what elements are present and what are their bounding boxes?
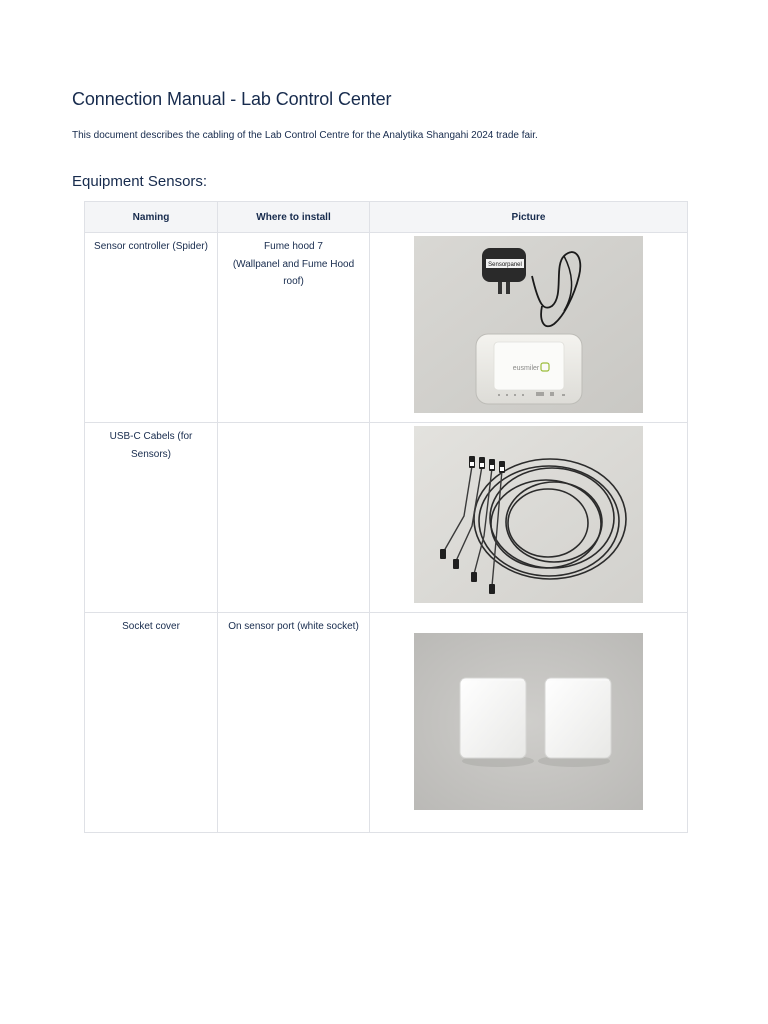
equipment-sensors-table xyxy=(84,201,688,833)
column-header-naming: Naming xyxy=(85,202,218,233)
where-to-install-cell: Fume hood 7 (Wallpanel and Fume Hood roof) xyxy=(218,233,370,423)
where-to-install-cell: On sensor port (white socket) xyxy=(218,613,370,833)
table-header-row xyxy=(85,202,688,233)
adapter-label: Sensorpanel xyxy=(488,262,522,268)
where-to-install-cell xyxy=(218,423,370,613)
device-brand-label: eusmiler xyxy=(512,365,540,372)
section-heading: Equipment Sensors: xyxy=(72,173,208,190)
table-row xyxy=(85,613,688,833)
naming-cell: Socket cover xyxy=(85,613,218,833)
naming-cell: Sensor controller (Spider) xyxy=(85,233,218,423)
page-title: Connection Manual - Lab Control Center xyxy=(72,89,392,109)
picture-cell xyxy=(370,423,688,613)
column-header-where-to-install: Where to install xyxy=(218,202,370,233)
sensor-controller-photo xyxy=(414,236,643,413)
picture-cell xyxy=(370,613,688,833)
column-header-picture: Picture xyxy=(370,202,688,233)
naming-cell: USB-C Cabels (for Sensors) xyxy=(85,423,218,613)
socket-cover-photo xyxy=(414,633,643,810)
intro-paragraph: This document describes the cabling of the Lab Control Centre for the Analytika Shangahi 2024 trade fair. xyxy=(72,130,538,141)
table-row xyxy=(85,423,688,613)
picture-cell xyxy=(370,233,688,423)
table-row xyxy=(85,233,688,423)
usb-c-cables-photo xyxy=(414,426,643,603)
